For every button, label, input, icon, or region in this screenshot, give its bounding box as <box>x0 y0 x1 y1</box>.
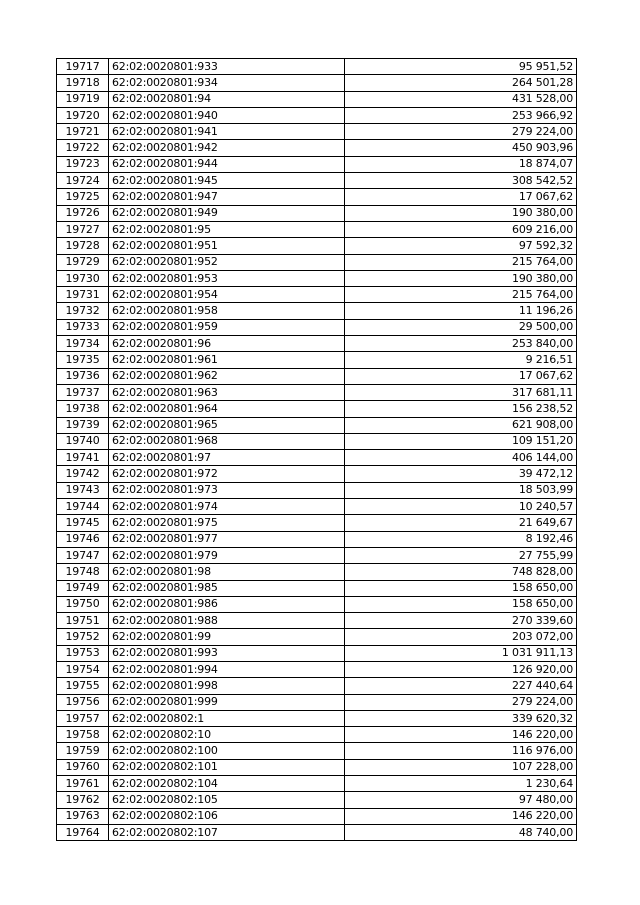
row-number: 19721 <box>57 124 109 140</box>
row-number: 19723 <box>57 156 109 172</box>
row-number: 19738 <box>57 401 109 417</box>
cadastral-value: 29 500,00 <box>345 319 577 335</box>
cadastral-value: 190 380,00 <box>345 205 577 221</box>
row-number: 19718 <box>57 75 109 91</box>
table-row <box>57 238 577 254</box>
table-row <box>57 678 577 694</box>
cadastral-number: 62:02:0020802:100 <box>109 743 345 759</box>
cadastral-value: 264 501,28 <box>345 75 577 91</box>
cadastral-number: 62:02:0020802:106 <box>109 808 345 824</box>
cadastral-value: 190 380,00 <box>345 270 577 286</box>
cadastral-value: 97 592,32 <box>345 238 577 254</box>
row-number: 19737 <box>57 384 109 400</box>
row-number: 19724 <box>57 173 109 189</box>
cadastral-number: 62:02:0020801:988 <box>109 613 345 629</box>
cadastral-value-table <box>56 58 577 841</box>
cadastral-value: 1 230,64 <box>345 776 577 792</box>
cadastral-number: 62:02:0020801:947 <box>109 189 345 205</box>
row-number: 19729 <box>57 254 109 270</box>
cadastral-value: 158 650,00 <box>345 596 577 612</box>
cadastral-number: 62:02:0020801:98 <box>109 564 345 580</box>
cadastral-number: 62:02:0020801:95 <box>109 221 345 237</box>
cadastral-value: 95 951,52 <box>345 59 577 75</box>
table-row <box>57 336 577 352</box>
cadastral-value: 146 220,00 <box>345 808 577 824</box>
row-number: 19733 <box>57 319 109 335</box>
cadastral-value: 253 966,92 <box>345 107 577 123</box>
cadastral-value: 11 196,26 <box>345 303 577 319</box>
cadastral-number: 62:02:0020801:968 <box>109 433 345 449</box>
cadastral-number: 62:02:0020801:954 <box>109 287 345 303</box>
table-row <box>57 759 577 775</box>
row-number: 19763 <box>57 808 109 824</box>
cadastral-number: 62:02:0020801:986 <box>109 596 345 612</box>
row-number: 19760 <box>57 759 109 775</box>
table-row <box>57 824 577 840</box>
cadastral-value: 406 144,00 <box>345 450 577 466</box>
table-row <box>57 59 577 75</box>
cadastral-value: 621 908,00 <box>345 417 577 433</box>
table-row <box>57 564 577 580</box>
cadastral-value: 126 920,00 <box>345 661 577 677</box>
row-number: 19727 <box>57 221 109 237</box>
cadastral-value: 1 031 911,13 <box>345 645 577 661</box>
row-number: 19748 <box>57 564 109 580</box>
cadastral-number: 62:02:0020801:993 <box>109 645 345 661</box>
cadastral-number: 62:02:0020801:985 <box>109 580 345 596</box>
row-number: 19752 <box>57 629 109 645</box>
cadastral-value: 17 067,62 <box>345 368 577 384</box>
row-number: 19751 <box>57 613 109 629</box>
table-row <box>57 254 577 270</box>
table-row <box>57 352 577 368</box>
table-row <box>57 417 577 433</box>
cadastral-number: 62:02:0020801:97 <box>109 450 345 466</box>
row-number: 19754 <box>57 661 109 677</box>
cadastral-value: 48 740,00 <box>345 824 577 840</box>
cadastral-value: 431 528,00 <box>345 91 577 107</box>
cadastral-number: 62:02:0020801:951 <box>109 238 345 254</box>
row-number: 19753 <box>57 645 109 661</box>
cadastral-value: 270 339,60 <box>345 613 577 629</box>
cadastral-number: 62:02:0020802:107 <box>109 824 345 840</box>
table-row <box>57 629 577 645</box>
cadastral-value: 107 228,00 <box>345 759 577 775</box>
row-number: 19717 <box>57 59 109 75</box>
cadastral-number: 62:02:0020801:959 <box>109 319 345 335</box>
cadastral-value: 317 681,11 <box>345 384 577 400</box>
row-number: 19744 <box>57 499 109 515</box>
cadastral-number: 62:02:0020801:949 <box>109 205 345 221</box>
cadastral-value: 97 480,00 <box>345 792 577 808</box>
cadastral-value: 253 840,00 <box>345 336 577 352</box>
cadastral-value: 17 067,62 <box>345 189 577 205</box>
table-row <box>57 368 577 384</box>
cadastral-number: 62:02:0020801:934 <box>109 75 345 91</box>
cadastral-value: 215 764,00 <box>345 287 577 303</box>
cadastral-number: 62:02:0020801:979 <box>109 547 345 563</box>
row-number: 19749 <box>57 580 109 596</box>
cadastral-value: 215 764,00 <box>345 254 577 270</box>
cadastral-value: 21 649,67 <box>345 515 577 531</box>
cadastral-value: 18 874,07 <box>345 156 577 172</box>
cadastral-value: 450 903,96 <box>345 140 577 156</box>
row-number: 19762 <box>57 792 109 808</box>
table-row <box>57 384 577 400</box>
row-number: 19725 <box>57 189 109 205</box>
row-number: 19736 <box>57 368 109 384</box>
cadastral-number: 62:02:0020801:958 <box>109 303 345 319</box>
cadastral-value: 308 542,52 <box>345 173 577 189</box>
cadastral-number: 62:02:0020801:962 <box>109 368 345 384</box>
cadastral-value: 748 828,00 <box>345 564 577 580</box>
cadastral-number: 62:02:0020801:944 <box>109 156 345 172</box>
cadastral-number: 62:02:0020801:933 <box>109 59 345 75</box>
row-number: 19761 <box>57 776 109 792</box>
table-row <box>57 547 577 563</box>
table-row <box>57 303 577 319</box>
table-row <box>57 727 577 743</box>
row-number: 19739 <box>57 417 109 433</box>
cadastral-number: 62:02:0020802:104 <box>109 776 345 792</box>
cadastral-value: 146 220,00 <box>345 727 577 743</box>
cadastral-number: 62:02:0020801:953 <box>109 270 345 286</box>
row-number: 19741 <box>57 450 109 466</box>
row-number: 19764 <box>57 824 109 840</box>
table-row <box>57 466 577 482</box>
table-row <box>57 124 577 140</box>
table-body <box>57 59 577 841</box>
table-row <box>57 107 577 123</box>
row-number: 19732 <box>57 303 109 319</box>
row-number: 19756 <box>57 694 109 710</box>
table-row <box>57 91 577 107</box>
row-number: 19731 <box>57 287 109 303</box>
cadastral-number: 62:02:0020801:998 <box>109 678 345 694</box>
row-number: 19743 <box>57 482 109 498</box>
table-row <box>57 433 577 449</box>
table-row <box>57 140 577 156</box>
row-number: 19757 <box>57 710 109 726</box>
cadastral-value: 227 440,64 <box>345 678 577 694</box>
row-number: 19747 <box>57 547 109 563</box>
cadastral-number: 62:02:0020801:975 <box>109 515 345 531</box>
cadastral-number: 62:02:0020801:99 <box>109 629 345 645</box>
cadastral-number: 62:02:0020801:963 <box>109 384 345 400</box>
row-number: 19728 <box>57 238 109 254</box>
cadastral-number: 62:02:0020801:965 <box>109 417 345 433</box>
table-row <box>57 401 577 417</box>
table-row <box>57 661 577 677</box>
cadastral-value: 18 503,99 <box>345 482 577 498</box>
cadastral-number: 62:02:0020801:964 <box>109 401 345 417</box>
row-number: 19750 <box>57 596 109 612</box>
table-row <box>57 613 577 629</box>
table-row <box>57 645 577 661</box>
table-row <box>57 531 577 547</box>
table-row <box>57 270 577 286</box>
table-row <box>57 156 577 172</box>
table-row <box>57 694 577 710</box>
table-row <box>57 743 577 759</box>
row-number: 19735 <box>57 352 109 368</box>
table-row <box>57 482 577 498</box>
cadastral-number: 62:02:0020801:940 <box>109 107 345 123</box>
row-number: 19755 <box>57 678 109 694</box>
cadastral-value: 39 472,12 <box>345 466 577 482</box>
cadastral-number: 62:02:0020801:941 <box>109 124 345 140</box>
cadastral-value: 109 151,20 <box>345 433 577 449</box>
table-row <box>57 499 577 515</box>
cadastral-value: 9 216,51 <box>345 352 577 368</box>
cadastral-number: 62:02:0020801:973 <box>109 482 345 498</box>
table-row <box>57 580 577 596</box>
row-number: 19726 <box>57 205 109 221</box>
cadastral-number: 62:02:0020801:994 <box>109 661 345 677</box>
cadastral-number: 62:02:0020802:101 <box>109 759 345 775</box>
cadastral-value: 279 224,00 <box>345 124 577 140</box>
row-number: 19746 <box>57 531 109 547</box>
table-row <box>57 287 577 303</box>
table-row <box>57 221 577 237</box>
table-row <box>57 808 577 824</box>
cadastral-number: 62:02:0020802:1 <box>109 710 345 726</box>
cadastral-value: 8 192,46 <box>345 531 577 547</box>
table-row <box>57 710 577 726</box>
row-number: 19730 <box>57 270 109 286</box>
table-row <box>57 515 577 531</box>
cadastral-value: 10 240,57 <box>345 499 577 515</box>
row-number: 19759 <box>57 743 109 759</box>
row-number: 19742 <box>57 466 109 482</box>
row-number: 19720 <box>57 107 109 123</box>
table-row <box>57 189 577 205</box>
cadastral-number: 62:02:0020801:94 <box>109 91 345 107</box>
table-row <box>57 75 577 91</box>
row-number: 19722 <box>57 140 109 156</box>
cadastral-value: 203 072,00 <box>345 629 577 645</box>
table-row <box>57 792 577 808</box>
cadastral-value: 339 620,32 <box>345 710 577 726</box>
row-number: 19745 <box>57 515 109 531</box>
cadastral-value: 279 224,00 <box>345 694 577 710</box>
cadastral-value: 158 650,00 <box>345 580 577 596</box>
table-row <box>57 173 577 189</box>
cadastral-number: 62:02:0020801:96 <box>109 336 345 352</box>
cadastral-number: 62:02:0020801:974 <box>109 499 345 515</box>
cadastral-number: 62:02:0020801:999 <box>109 694 345 710</box>
cadastral-number: 62:02:0020802:10 <box>109 727 345 743</box>
cadastral-value: 609 216,00 <box>345 221 577 237</box>
cadastral-number: 62:02:0020801:945 <box>109 173 345 189</box>
cadastral-number: 62:02:0020801:972 <box>109 466 345 482</box>
cadastral-number: 62:02:0020802:105 <box>109 792 345 808</box>
table-row <box>57 205 577 221</box>
cadastral-number: 62:02:0020801:942 <box>109 140 345 156</box>
table-row <box>57 450 577 466</box>
row-number: 19719 <box>57 91 109 107</box>
table-row <box>57 319 577 335</box>
table-row <box>57 596 577 612</box>
row-number: 19758 <box>57 727 109 743</box>
cadastral-value: 156 238,52 <box>345 401 577 417</box>
cadastral-value: 27 755,99 <box>345 547 577 563</box>
cadastral-number: 62:02:0020801:977 <box>109 531 345 547</box>
row-number: 19734 <box>57 336 109 352</box>
cadastral-value: 116 976,00 <box>345 743 577 759</box>
cadastral-number: 62:02:0020801:952 <box>109 254 345 270</box>
cadastral-number: 62:02:0020801:961 <box>109 352 345 368</box>
row-number: 19740 <box>57 433 109 449</box>
table-row <box>57 776 577 792</box>
